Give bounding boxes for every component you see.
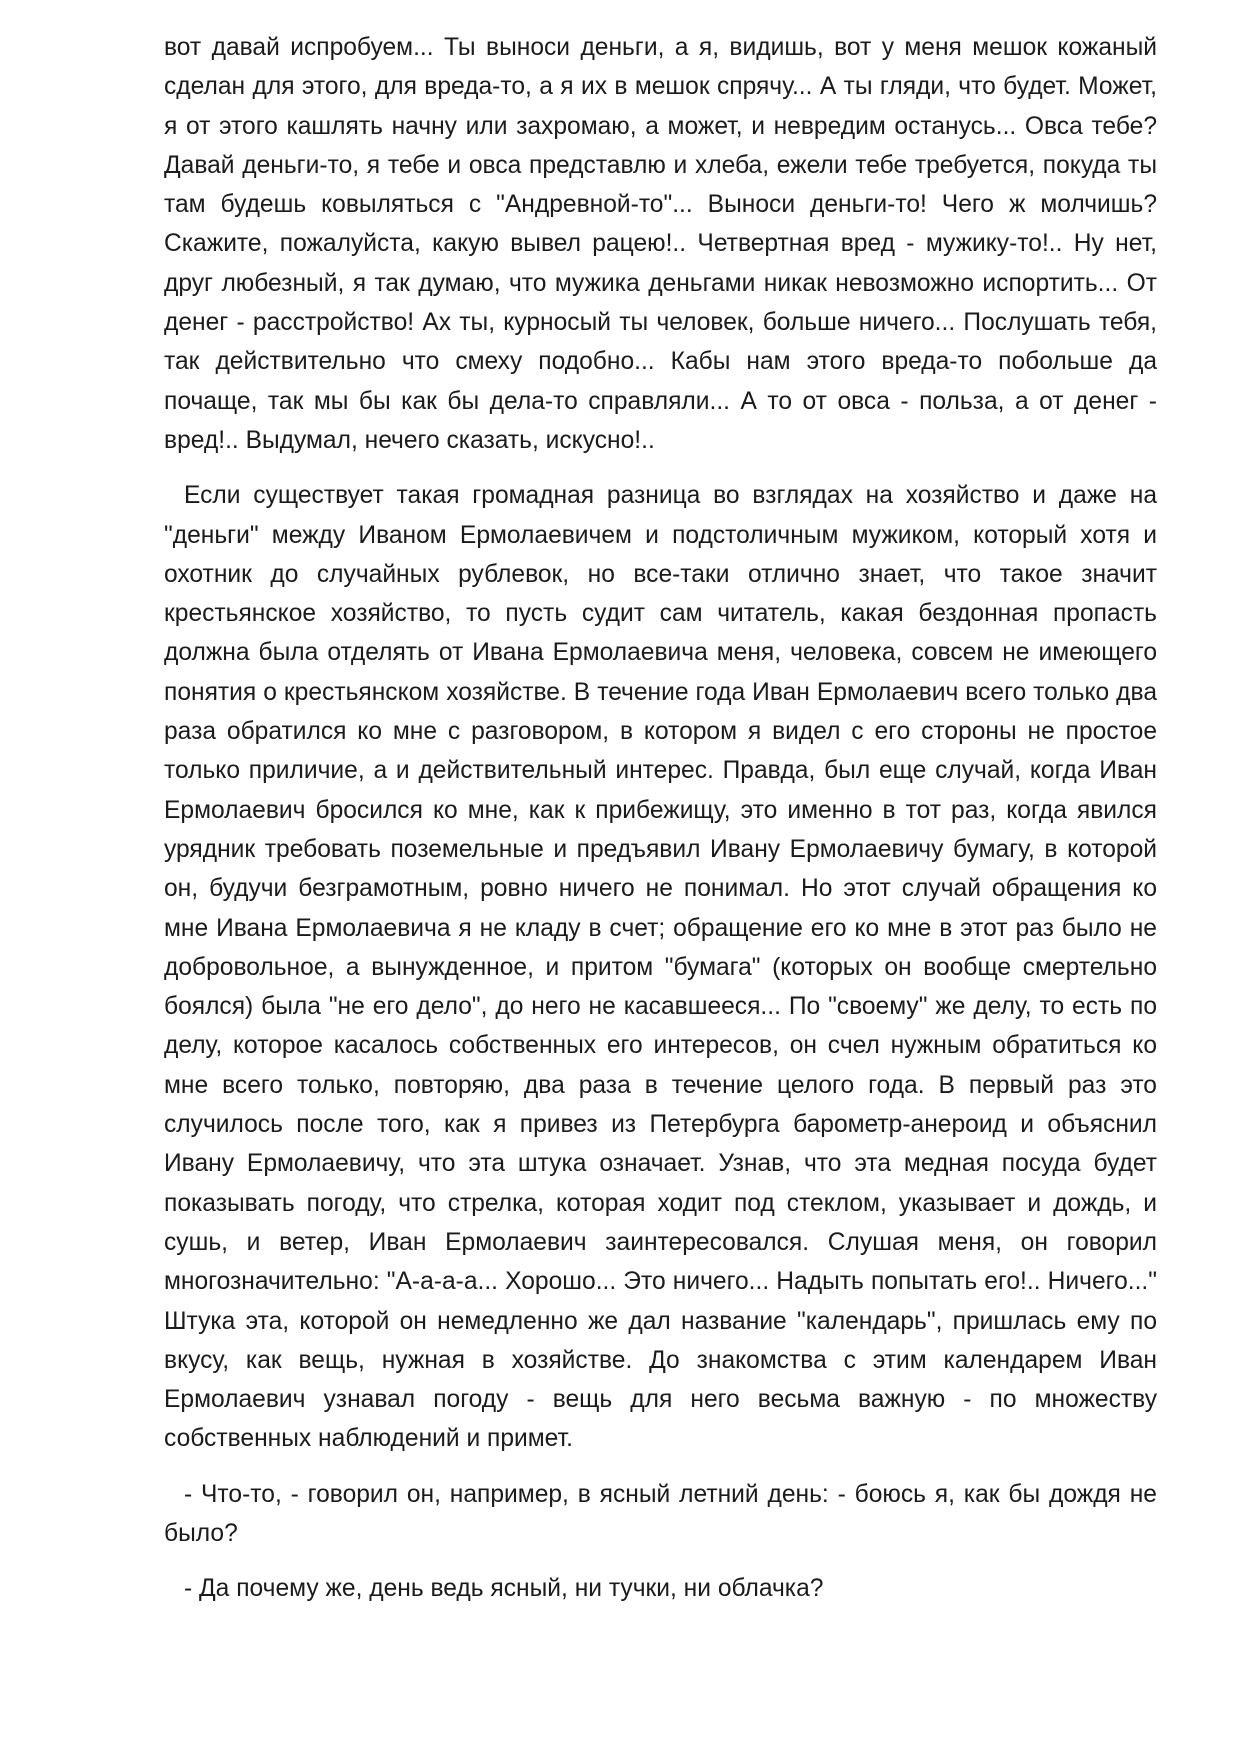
paragraph-monologue-end: вот давай испробуем... Ты выноси деньги, а я, видишь, вот у меня мешок кожаный сделан для этого, для вреда-то, а я их в мешок спрячу... А ты гляди, что будет. Может, я от этого кашлять начну или захромаю, а может, и невредим останусь... Овса тебе? Давай деньги-то, я тебе и овса представлю и хлеба, ежели тебе требуется, покуда ты там будешь ковыляться с "Андревной-то"... Выноси деньги-то! Чего ж молчишь? Скажите, пожалуйста, какую вывел рацею!.. Четвертная вред - мужику-то!.. Ну нет, друг любезный, я так думаю, что мужика деньгами никак невозможно испортить... От денег - расстройство! Ах ты, курносый ты человек, больше ничего... Послушать тебя, так действительно что смеху подобно... Кабы нам этого вреда-то побольше да почаще, так мы бы как бы дела-то справляли... А то от овса - польза, а от денег - вред!.. Выдумал, нечего сказать, искусно!.. xyxy=(164,34,1157,454)
paragraph-narration: Если существует такая громадная разница во взглядах на хозяйство и даже на "деньги" между Иваном Ермолаевичем и подстоличным мужиком, который хотя и охотник до случайных рублевок, но все-таки отлично знает, что такое значит крестьянское хозяйство, то пусть судит сам читатель, какая бездонная пропасть должна была отделять от Ивана Ермолаевича меня, человека, совсем не имеющего понятия о крестьянском хозяйстве. В течение года Иван Ермолаевич всего только два раза обратился ко мне с разговором, в котором я видел с его стороны не простое только приличие, а и действительный интерес. Правда, был еще случай, когда Иван Ермолаевич бросился ко мне, как к прибежищу, это именно в тот раз, когда явился урядник требовать поземельные и предъявил Ивану Ермолаевичу бумагу, в которой он, будучи безграмотным, ровно ничего не понимал. Но этот случай обращения ко мне Ивана Ермолаевича я не кладу в счет; обращение его ко мне в этот раз было не добровольное, а вынужденное, и притом "бумага" (которых он вообще смертельно боялся) была "не его дело", до него не касавшееся... По "своему" же делу, то есть по делу, которое касалось собственных его интересов, он счел нужным обратиться ко мне всего только, повторяю, два раза в течение целого года. В первый раз это случилось после того, как я привез из Петербурга барометр-анероид и объяснил Ивану Ермолаевичу, что эта штука означает. Узнав, что эта медная посуда будет показывать погоду, что стрелка, которая ходит под стеклом, указывает и дождь, и сушь, и ветер, Иван Ермолаевич заинтересовался. Слушая меня, он говорил многозначительно: "А-а-а-а... Хорошо... Это ничего... Надыть попытать его!.. Ничего..." Штука эта, которой он немедленно же дал название "календарь", пришлась ему по вкусу, как вещь, нужная в хозяйстве. До знакомства с этим календарем Иван Ермолаевич узнавал погоду - вещь для него весьма важную - по множеству собственных наблюдений и примет. xyxy=(164,482,1157,1453)
paragraph-dialogue-line: - Что-то, - говорил он, например, в ясный летний день: - боюсь я, как бы дождя не было? xyxy=(164,1480,1157,1547)
paragraph-dialogue-line: - Да почему же, день ведь ясный, ни тучки, ни облачка? xyxy=(184,1575,824,1603)
document-page xyxy=(164,28,1157,1625)
